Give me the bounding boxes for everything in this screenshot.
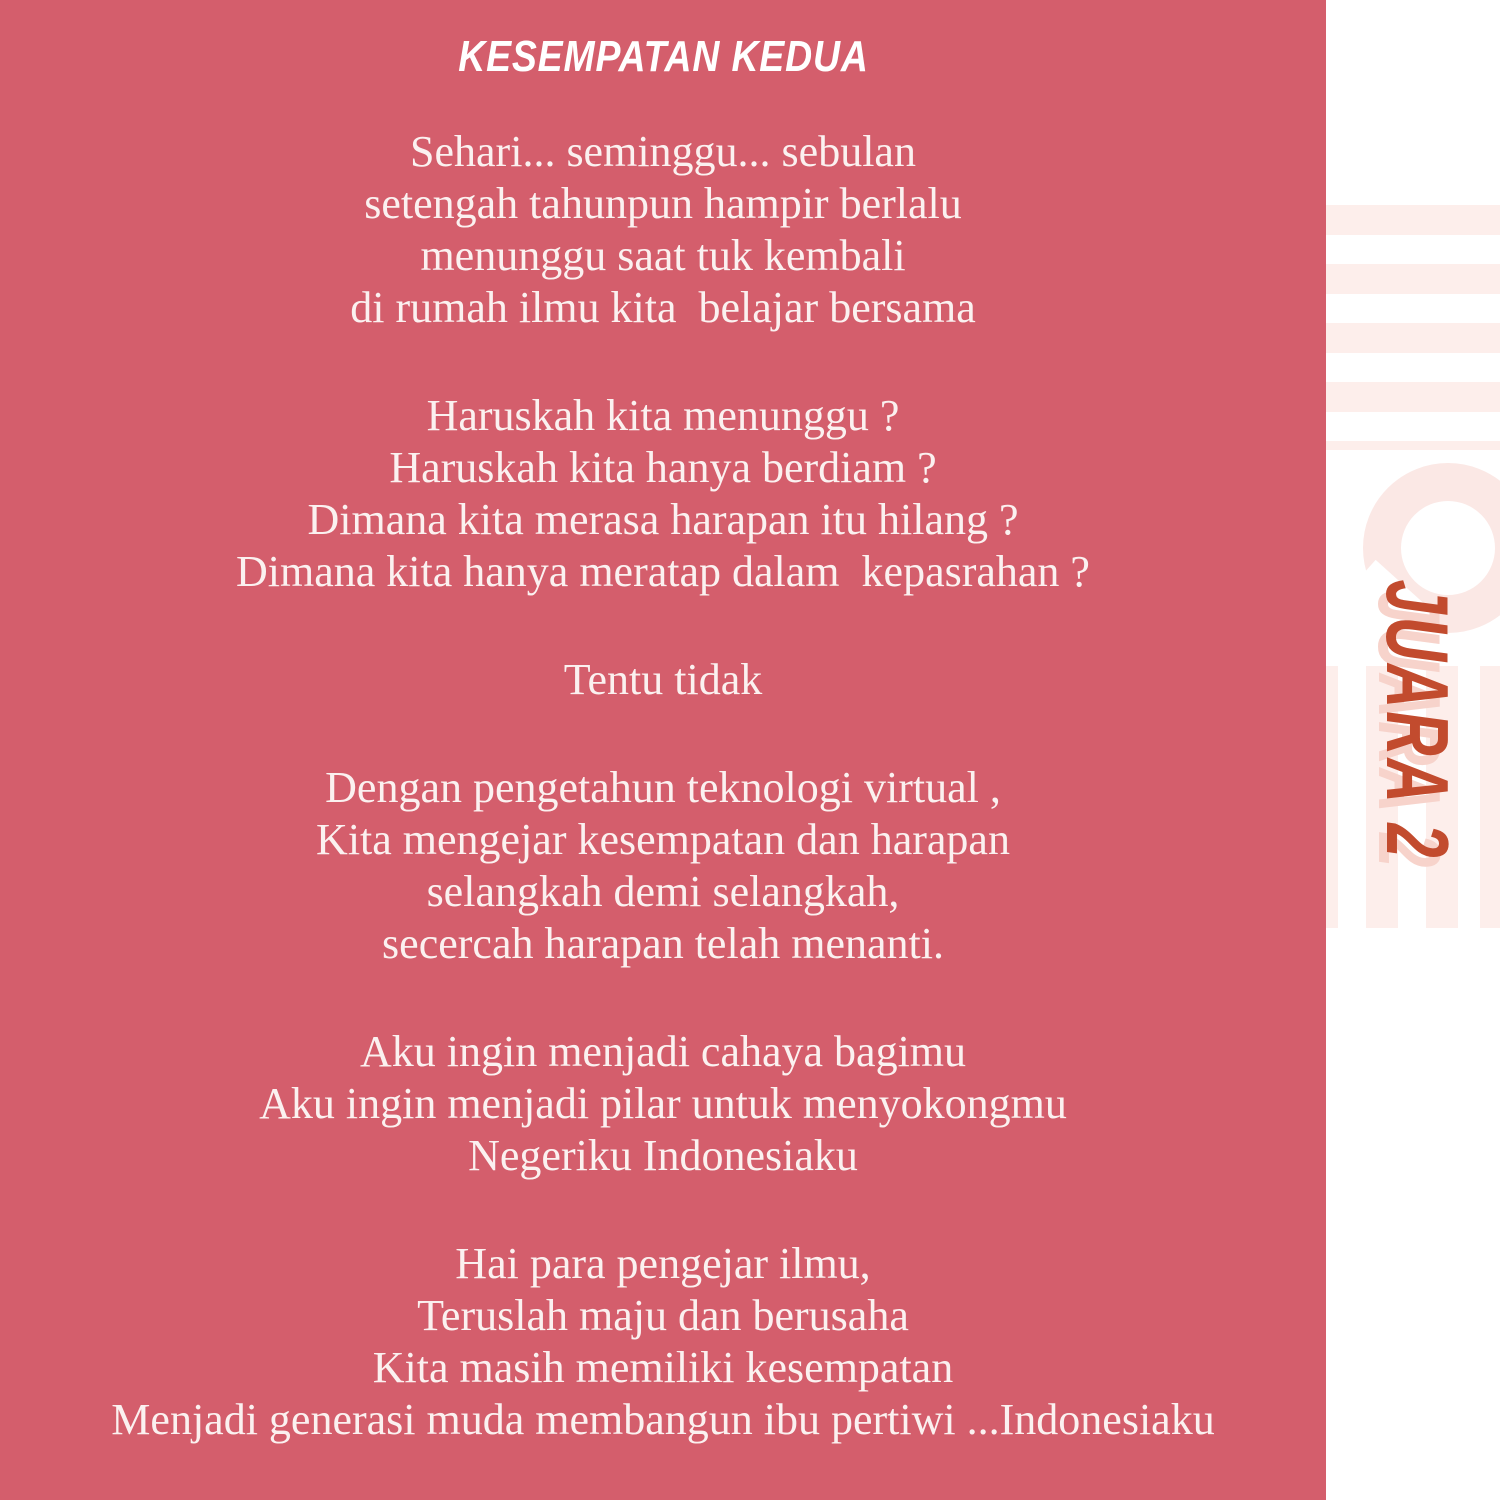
- poem-line: setengah tahunpun hampir berlalu: [364, 179, 962, 228]
- stanza: [0, 390, 1326, 598]
- poem: [0, 126, 1326, 1500]
- poem-line: Sehari... seminggu... sebulan: [410, 127, 916, 176]
- page-title-wrap: [0, 33, 1326, 81]
- poem-line: Hai para pengejar ilmu,: [455, 1239, 871, 1288]
- poem-line: secercah harapan telah menanti.: [382, 919, 944, 968]
- poem-line: Kita mengejar kesempatan dan harapan: [316, 815, 1010, 864]
- poem-line: Dimana kita merasa harapan itu hilang ?: [307, 495, 1019, 544]
- poem-line: di rumah ilmu kita belajar bersama: [350, 283, 976, 332]
- poem-line: Negeriku Indonesiaku: [468, 1131, 858, 1180]
- stanza: [0, 762, 1326, 970]
- poem-line: Aku ingin menjadi cahaya bagimu: [359, 1027, 967, 1076]
- poem-line: Menjadi generasi muda membangun ibu pertiwi ...Indonesiaku: [111, 1395, 1215, 1444]
- poem-line: Aku ingin menjadi pilar untuk menyokongmu: [259, 1079, 1067, 1128]
- stanza: [0, 1238, 1326, 1446]
- stanza: [0, 654, 1326, 706]
- poem-line: Dimana kita hanya meratap dalam kepasrahan ?: [236, 547, 1090, 596]
- award-badge: JUARA 2: [1368, 579, 1467, 861]
- poem-line: Kita masih memiliki kesempatan: [372, 1343, 954, 1392]
- poem-line: Dengan pengetahun teknologi virtual ,: [325, 763, 1001, 812]
- poem-line: menunggu saat tuk kembali: [420, 231, 906, 280]
- horizontal-stripes-decor: [1326, 205, 1500, 450]
- poem-line: Teruslah maju dan berusaha: [417, 1291, 909, 1340]
- poem-line: selangkah demi selangkah,: [426, 867, 900, 916]
- stanza: [0, 126, 1326, 334]
- side-strip: [1326, 0, 1500, 1500]
- poem-line: Haruskah kita hanya berdiam ?: [389, 443, 937, 492]
- poem-line: Tentu tidak: [563, 655, 763, 704]
- page-title: KESEMPATAN KEDUA: [457, 32, 869, 81]
- poem-line: Haruskah kita menunggu ?: [426, 391, 900, 440]
- stanza: [0, 1026, 1326, 1182]
